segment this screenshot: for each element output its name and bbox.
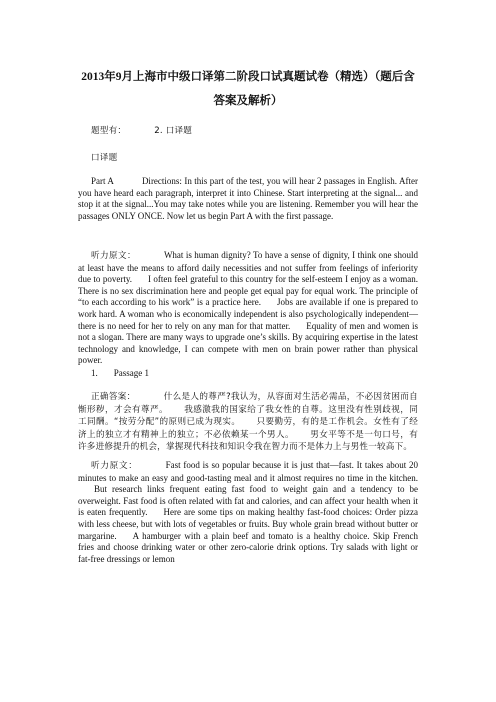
passage-2-source: 听力原文： Fast food is so popular because it is just that—fast. It takes about 20 minutes to make an easy and good-tasting meal and it almost requires no time in the kitchen.But research links frequent eating fast food to weight gain and a tendency to be overweight. Fast food is often related with fat and calories, and can affect your health when it is eaten frequently. Here are some tips on making healthy fast-food choices: Order pizza with less cheese, but with lots of vegetables or fruits. Buy whole grain bread without butter or margarine. A hamburger with a plain beef and tomato is a healthy choice. Skip French fries and choose drinking water or other zero-calorie drink options. Try salads with light or fat-free dressings or lemon bbox=[78, 460, 418, 564]
question-type-value: 2. 口译题 bbox=[154, 126, 193, 136]
answer-label: 正确答案： bbox=[91, 392, 136, 402]
section-heading: 口译题 bbox=[91, 153, 118, 163]
source-label-2: 听力原文： bbox=[91, 461, 138, 471]
question-type-label: 题型有： bbox=[91, 126, 127, 136]
question-type-line bbox=[78, 125, 418, 138]
passage-1-source: 听力原文： What is human dignity? To have a sense of dignity, I think one should at least have the means to afford daily necessities and not suffer from feelings of inferiority due to poverty. I often feel grateful to this country for the self-esteem I enjoy as a woman. There is no sex discrimination here and people get equal pay for equal work. The principle of “to each according to his work” is a practice here. Jobs are available if one is prepared to work hard. A woman who is economically independent is also psychologically independent—there is no need for her to rely on any man for that matter. Equality of men and women is not a slogan. There are many ways to upgrade one’s skills. By acquiring expertise in the latest technology and knowledge, I can compete with men on brain power rather than physical power. bbox=[78, 250, 419, 366]
source-label: 听力原文： bbox=[91, 251, 136, 261]
directions-paragraph bbox=[78, 176, 418, 222]
passage-1-answer: 正确答案： 什么是人的尊严?我认为，从容面对生活必需品，不必因贫困而自惭形秽，才会有尊严。 我感激我的国家给了我女性的自尊。这里没有性别歧视，同工同酬。“按劳分配”的原则已成为现实。 只要勤劳，有的是工作机会。女性有了经济上的独立才有精神上的独立；不必依赖某一个男人。 男女平等不是一句口号，有许多进修提升的机会，掌握现代科技和知识令我在智力而不是体力上与男性一较高下。 bbox=[78, 392, 418, 453]
part-a-label: Part A bbox=[91, 176, 114, 186]
directions-text: Directions: In this part of the test, you will hear 2 passages in English. After you have heard each paragraph, interpret it into Chinese. Start interpreting at the signal... and stop it at the signal...You may take notes while you are listening. Remember you will hear the passages ONLY ONCE. Now let us begin Part A with the first passage. bbox=[78, 176, 418, 221]
document-title-continued: 答案及解析） bbox=[213, 95, 283, 107]
document-title: 2013年9月上海市中级口译第二阶段口试真题试卷（精选）（题后含 bbox=[81, 71, 415, 83]
passage-item: 1. Passage 1 bbox=[91, 368, 149, 378]
